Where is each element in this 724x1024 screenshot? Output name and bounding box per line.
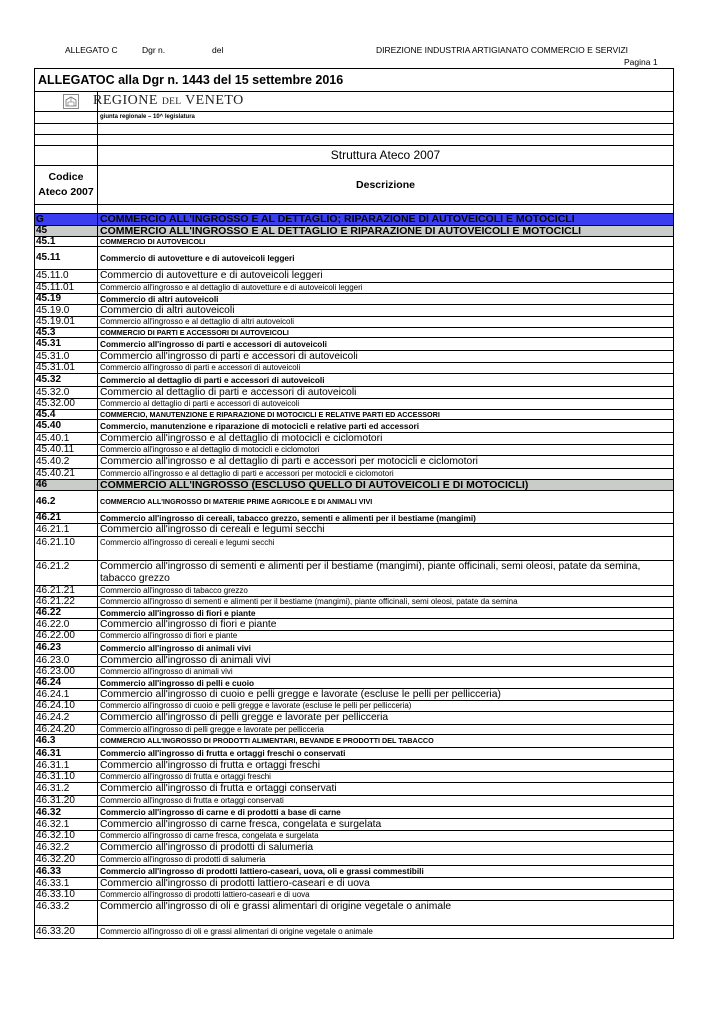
ateco-code: 45.11 bbox=[35, 247, 98, 269]
table-row bbox=[35, 399, 673, 410]
ateco-code: 46.33.10 bbox=[35, 890, 98, 900]
column-header-code: Codice Ateco 2007 bbox=[35, 166, 98, 204]
ateco-code: 45.4 bbox=[35, 410, 98, 419]
table-row bbox=[35, 819, 673, 831]
table-row bbox=[35, 226, 673, 237]
ateco-description: Commercio all'ingrosso di oli e grassi alimentari di origine vegetale o animale bbox=[100, 927, 373, 936]
ateco-description: Commercio all'ingrosso di cereali e legumi secchi bbox=[100, 524, 325, 535]
direzione-label: DIREZIONE INDUSTRIA ARTIGIANATO COMMERCIO E SERVIZI bbox=[376, 45, 629, 55]
ateco-code: 45.40.11 bbox=[35, 445, 98, 455]
table-row bbox=[35, 926, 673, 938]
table-row bbox=[35, 642, 673, 655]
table-row bbox=[35, 456, 673, 469]
table-row bbox=[35, 283, 673, 294]
table-row bbox=[35, 701, 673, 712]
ateco-code: 46.31.10 bbox=[35, 772, 98, 782]
ateco-code: 46.24 bbox=[35, 678, 98, 688]
ateco-code: 46.31 bbox=[35, 748, 98, 759]
ateco-code: 46.23.00 bbox=[35, 667, 98, 677]
ateco-code: 46.33 bbox=[35, 866, 98, 877]
ateco-code: 46.33.1 bbox=[35, 878, 98, 889]
ateco-description: Commercio all'ingrosso di animali vivi bbox=[100, 643, 251, 653]
ateco-description: Commercio all'ingrosso di pelli e cuoio bbox=[100, 678, 255, 688]
logo-main: REGIONE bbox=[93, 93, 158, 108]
ateco-code: 46.33.2 bbox=[35, 901, 98, 925]
ateco-code: 46.32 bbox=[35, 807, 98, 818]
ateco-code: 45.40.21 bbox=[35, 469, 98, 479]
ateco-description: Commercio all'ingrosso di cereali e legumi secchi bbox=[100, 538, 275, 547]
ateco-description: Commercio all'ingrosso di prodotti lattiero-caseari, uova, oli e grassi commestibili bbox=[100, 866, 424, 876]
table-row bbox=[35, 294, 673, 305]
ateco-code: 45.40.1 bbox=[35, 433, 98, 444]
page-number: Pagina 1 bbox=[624, 57, 658, 67]
ateco-description: Commercio all'ingrosso di carne fresca, congelata e surgelata bbox=[100, 819, 382, 830]
blank-row bbox=[35, 135, 673, 146]
ateco-code: 45.32 bbox=[35, 374, 98, 386]
ateco-description: Commercio all'ingrosso di pelli gregge e lavorate per pellicceria bbox=[100, 725, 324, 734]
ateco-code: 46.21.2 bbox=[35, 561, 98, 585]
ateco-description: Commercio all'ingrosso e al dettaglio di parti e accessori per motocicli e ciclomotori bbox=[100, 456, 478, 467]
ateco-description: Commercio di autovetture e di autoveicoli leggeri bbox=[100, 253, 295, 263]
table-row bbox=[35, 689, 673, 701]
table-row bbox=[35, 537, 673, 561]
table-row bbox=[35, 631, 673, 642]
ateco-code: 46.2 bbox=[35, 491, 98, 512]
ateco-code: 45.1 bbox=[35, 237, 98, 246]
del-label: del bbox=[212, 45, 224, 55]
structure-title: Struttura Ateco 2007 bbox=[330, 148, 441, 162]
table-row bbox=[35, 678, 673, 689]
ateco-description: COMMERCIO ALL'INGROSSO DI MATERIE PRIME AGRICOLE E DI ANIMALI VIVI bbox=[100, 497, 373, 506]
ateco-code: 46.23.0 bbox=[35, 655, 98, 666]
table-row bbox=[35, 748, 673, 760]
giunta-label: giunta regionale – 10^ legislatura bbox=[100, 114, 195, 120]
table-row bbox=[35, 890, 673, 901]
table-row bbox=[35, 433, 673, 445]
ateco-code: 45.31 bbox=[35, 338, 98, 350]
ateco-code: 46.32.10 bbox=[35, 831, 98, 841]
ateco-description: Commercio all'ingrosso di parti e accessori di autoveicoli bbox=[100, 351, 358, 362]
ateco-code: 45 bbox=[35, 226, 98, 236]
page-header bbox=[0, 0, 724, 70]
blank-row bbox=[35, 124, 673, 135]
ateco-code: 46.24.2 bbox=[35, 712, 98, 724]
ateco-description: Commercio all'ingrosso di sementi e alimenti per il bestiame (mangimi), piante officinali, semi oleosi, patate da semina, tabacco grezzo bbox=[100, 561, 641, 584]
ateco-code: 46.23 bbox=[35, 642, 98, 654]
spacer-row bbox=[35, 205, 673, 214]
ateco-code: 46.31.2 bbox=[35, 783, 98, 795]
ateco-description: Commercio all'ingrosso e al dettaglio di parti e accessori per motocicli e ciclomotori bbox=[100, 469, 394, 478]
table-row bbox=[35, 480, 673, 491]
ateco-code: 46.32.1 bbox=[35, 819, 98, 830]
ateco-code: 45.40.2 bbox=[35, 456, 98, 468]
table-row bbox=[35, 855, 673, 866]
ateco-description: Commercio all'ingrosso di prodotti lattiero-caseari e di uova bbox=[100, 878, 370, 889]
ateco-code: 45.32.0 bbox=[35, 387, 98, 398]
table-row bbox=[35, 270, 673, 283]
ateco-description: Commercio all'ingrosso di prodotti di salumeria bbox=[100, 842, 314, 853]
table-row bbox=[35, 420, 673, 433]
ateco-description: Commercio all'ingrosso di cereali, tabacco grezzo, sementi e alimenti per il bestiame (mangimi) bbox=[100, 513, 476, 523]
table-row bbox=[35, 410, 673, 420]
table-row bbox=[35, 655, 673, 667]
table-row bbox=[35, 586, 673, 597]
table-row bbox=[35, 597, 673, 608]
allegato-label: ALLEGATO C bbox=[65, 45, 118, 55]
ateco-description: Commercio di autovetture e di autoveicoli leggeri bbox=[100, 270, 323, 281]
ateco-description: Commercio all'ingrosso di cuoio e pelli gregge e lavorate (escluse le pelli per pellicceria) bbox=[100, 689, 501, 700]
ateco-description: Commercio all'ingrosso di carne fresca, congelata e surgelata bbox=[100, 831, 319, 840]
table-row bbox=[35, 667, 673, 678]
ateco-description: Commercio all'ingrosso di fiori e piante bbox=[100, 619, 277, 630]
ateco-code: 46.21 bbox=[35, 513, 98, 523]
ateco-code: 45.19.0 bbox=[35, 305, 98, 316]
table-row bbox=[35, 735, 673, 748]
ateco-description: Commercio all'ingrosso di sementi e alimenti per il bestiame (mangimi), piante officinali, semi oleosi, patate da semina bbox=[100, 597, 518, 606]
ateco-code: 46.22.00 bbox=[35, 631, 98, 641]
table-row bbox=[35, 772, 673, 783]
table-row bbox=[35, 725, 673, 735]
table-row bbox=[35, 214, 673, 226]
ateco-code: 45.11.0 bbox=[35, 270, 98, 282]
logo-small: DEL bbox=[161, 97, 182, 107]
ateco-description: Commercio all'ingrosso e al dettaglio di autovetture e di autoveicoli leggeri bbox=[100, 283, 363, 292]
ateco-code: 46.21.10 bbox=[35, 537, 98, 560]
ateco-description: Commercio all'ingrosso di prodotti di salumeria bbox=[100, 855, 266, 864]
table-row bbox=[35, 901, 673, 926]
table-row bbox=[35, 561, 673, 586]
ateco-description: COMMERCIO DI PARTI E ACCESSORI DI AUTOVEICOLI bbox=[100, 328, 289, 337]
ateco-description: Commercio all'ingrosso di parti e accessori di autoveicoli bbox=[100, 363, 301, 372]
table-row bbox=[35, 491, 673, 513]
table-row bbox=[35, 831, 673, 842]
ateco-code: 45.11.01 bbox=[35, 283, 98, 293]
ateco-description: Commercio di altri autoveicoli bbox=[100, 294, 219, 304]
ateco-description: Commercio all'ingrosso di frutta e ortaggi conservati bbox=[100, 796, 284, 805]
table-row bbox=[35, 374, 673, 387]
table-row bbox=[35, 305, 673, 317]
ateco-description: Commercio al dettaglio di parti e accessori di autoveicoli bbox=[100, 399, 300, 408]
ateco-code: 46.24.1 bbox=[35, 689, 98, 700]
ateco-code: 46 bbox=[35, 480, 98, 490]
ateco-code: 46.21.1 bbox=[35, 524, 98, 536]
table-row bbox=[35, 866, 673, 878]
table-row bbox=[35, 387, 673, 399]
table-row bbox=[35, 338, 673, 351]
ateco-code: 45.19 bbox=[35, 294, 98, 304]
ateco-description: Commercio al dettaglio di parti e accessori di autoveicoli bbox=[100, 375, 325, 385]
ateco-description: Commercio, manutenzione e riparazione di motocicli e relative parti ed accessori bbox=[100, 421, 420, 431]
ateco-code: 45.31.01 bbox=[35, 363, 98, 373]
table-row bbox=[35, 317, 673, 328]
ateco-description: Commercio all'ingrosso di carne e di prodotti a base di carne bbox=[100, 807, 341, 817]
ateco-code: 46.3 bbox=[35, 735, 98, 747]
logo-cell bbox=[35, 92, 244, 111]
column-header-row bbox=[35, 166, 673, 205]
ateco-description: Commercio all'ingrosso di oli e grassi alimentari di origine vegetale o animale bbox=[100, 901, 452, 912]
ateco-description: Commercio all'ingrosso di frutta e ortaggi freschi bbox=[100, 760, 321, 771]
ateco-description: Commercio all'ingrosso di fiori e piante bbox=[100, 608, 256, 618]
ateco-description: Commercio all'ingrosso di parti e accessori di autoveicoli bbox=[100, 339, 327, 349]
ateco-code: 46.22 bbox=[35, 608, 98, 618]
ateco-description: Commercio al dettaglio di parti e accessori di autoveicoli bbox=[100, 387, 357, 398]
ateco-description: COMMERCIO, MANUTENZIONE E RIPARAZIONE DI MOTOCICLI E RELATIVE PARTI ED ACCESSORI bbox=[100, 410, 440, 419]
ateco-code: G bbox=[35, 214, 98, 225]
table-row bbox=[35, 524, 673, 537]
ateco-code: 45.32.00 bbox=[35, 399, 98, 409]
ateco-description: Commercio all'ingrosso di cuoio e pelli gregge e lavorate (escluse le pelli per pellicceria) bbox=[100, 701, 412, 710]
table-row bbox=[35, 351, 673, 363]
ateco-description: Commercio all'ingrosso di pelli gregge e lavorate per pellicceria bbox=[100, 712, 389, 723]
giunta-row bbox=[35, 111, 673, 124]
ateco-description: Commercio all'ingrosso di fiori e piante bbox=[100, 631, 238, 640]
ateco-description: Commercio all'ingrosso di frutta e ortaggi conservati bbox=[100, 783, 337, 794]
ateco-description: Commercio di altri autoveicoli bbox=[100, 305, 235, 316]
ateco-description: Commercio all'ingrosso di tabacco grezzo bbox=[100, 586, 248, 595]
ateco-description: COMMERCIO ALL'INGROSSO E AL DETTAGLIO E RIPARAZIONE DI AUTOVEICOLI E MOTOCICLI bbox=[100, 226, 582, 236]
table-row bbox=[35, 328, 673, 338]
ateco-code: 45.31.0 bbox=[35, 351, 98, 362]
ateco-description: Commercio all'ingrosso e al dettaglio di motocicli e ciclomotori bbox=[100, 445, 320, 454]
ateco-code: 46.32.20 bbox=[35, 855, 98, 865]
ateco-code: 46.21.21 bbox=[35, 586, 98, 596]
ateco-description: COMMERCIO ALL'INGROSSO (ESCLUSO QUELLO DI AUTOVEICOLI E DI MOTOCICLI) bbox=[100, 480, 529, 490]
table-row bbox=[35, 513, 673, 524]
ateco-code: 46.33.20 bbox=[35, 926, 98, 938]
structure-title-row bbox=[35, 146, 673, 166]
ateco-description: Commercio all'ingrosso di animali vivi bbox=[100, 667, 233, 676]
ateco-rows bbox=[35, 214, 673, 938]
regione-veneto-logo bbox=[93, 93, 244, 109]
ateco-code: 46.31.1 bbox=[35, 760, 98, 771]
table-row bbox=[35, 445, 673, 456]
table-row bbox=[35, 796, 673, 807]
ateco-description: Commercio all'ingrosso di frutta e ortaggi freschi bbox=[100, 772, 271, 781]
ateco-description: Commercio all'ingrosso e al dettaglio di motocicli e ciclomotori bbox=[100, 433, 383, 444]
ateco-description: COMMERCIO DI AUTOVEICOLI bbox=[100, 237, 206, 246]
ateco-description: COMMERCIO ALL'INGROSSO DI PRODOTTI ALIMENTARI, BEVANDE E PRODOTTI DEL TABACCO bbox=[100, 736, 434, 745]
ateco-description: Commercio all'ingrosso di animali vivi bbox=[100, 655, 271, 666]
document-table bbox=[34, 68, 674, 939]
table-row bbox=[35, 608, 673, 619]
ateco-description: Commercio all'ingrosso di frutta e ortaggi freschi o conservati bbox=[100, 748, 346, 758]
document-title: ALLEGATOC alla Dgr n. 1443 del 15 settembre 2016 bbox=[35, 69, 673, 92]
ateco-description: Commercio all'ingrosso e al dettaglio di altri autoveicoli bbox=[100, 317, 295, 326]
table-row bbox=[35, 807, 673, 819]
table-row bbox=[35, 878, 673, 890]
table-row bbox=[35, 363, 673, 374]
ateco-description: COMMERCIO ALL'INGROSSO E AL DETTAGLIO; RIPARAZIONE DI AUTOVEICOLI E MOTOCICLI bbox=[100, 214, 575, 225]
ateco-code: 46.22.0 bbox=[35, 619, 98, 630]
dgr-label: Dgr n. bbox=[142, 45, 166, 55]
ateco-code: 46.24.20 bbox=[35, 725, 98, 734]
logo-row bbox=[35, 92, 673, 111]
table-row bbox=[35, 619, 673, 631]
table-row bbox=[35, 469, 673, 480]
ateco-code: 46.24.10 bbox=[35, 701, 98, 711]
table-row bbox=[35, 247, 673, 270]
table-row bbox=[35, 237, 673, 247]
ateco-code: 46.21.22 bbox=[35, 597, 98, 607]
table-row bbox=[35, 783, 673, 796]
regione-crest-icon bbox=[63, 94, 79, 109]
ateco-code: 46.31.20 bbox=[35, 796, 98, 806]
logo-end: VENETO bbox=[185, 93, 244, 108]
ateco-description: Commercio all'ingrosso di prodotti lattiero-caseari e di uova bbox=[100, 890, 310, 899]
table-row bbox=[35, 842, 673, 855]
column-header-description: Descrizione bbox=[356, 179, 415, 191]
ateco-code: 45.40 bbox=[35, 420, 98, 432]
ateco-code: 45.3 bbox=[35, 328, 98, 337]
ateco-code: 45.19.01 bbox=[35, 317, 98, 327]
ateco-code: 46.32.2 bbox=[35, 842, 98, 854]
table-row bbox=[35, 760, 673, 772]
table-row bbox=[35, 712, 673, 725]
